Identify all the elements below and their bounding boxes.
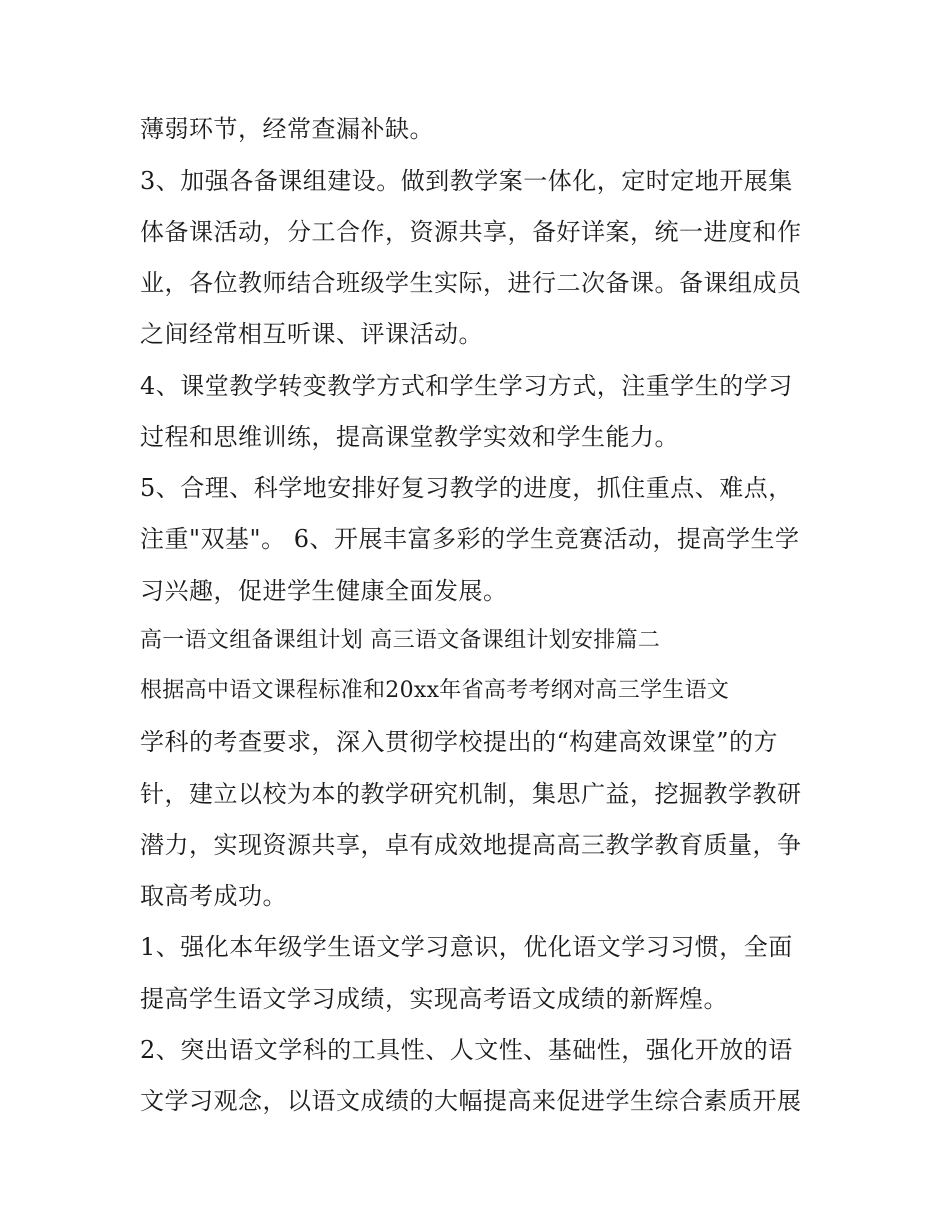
section-heading: 高一语文组备课组计划 高三语文备课组计划安排篇二 [140,628,661,653]
text-line: 文学习观念，以语文成绩的大幅提高来促进学生综合素质开展 [140,1087,802,1115]
text-line: 过程和思维训练，提高课堂教学实效和学生能力。 [140,423,679,451]
text-line: 3、加强各备课组建设。做到教学案一体化，定时定地开展集 [140,167,793,195]
text-line: 注重"双基"。 6、开展丰富多彩的学生竞赛活动，提高学生学 [140,525,800,553]
text-line: 体备课活动，分工合作，资源共享，备好详案，统一进度和作 [140,218,802,246]
text-line: 学科的考查要求，深入贯彻学校提出的“构建高效课堂”的方 [140,728,779,756]
text-line: 薄弱环节，经常查漏补缺。 [140,115,434,143]
text-line: 4、课堂教学转变教学方式和学生学习方式，注重学生的学习 [140,372,793,400]
text-line: 根据高中语文课程标准和20xx年省高考考纲对高三学生语文 [140,678,730,703]
text-line: 5、合理、科学地安排好复习教学的进度，抓住重点、难点， [140,474,793,502]
text-line: 2、突出语文学科的工具性、人文性、基础性，强化开放的语 [140,1036,793,1064]
text-line: 1、强化本年级学生语文学习意识，优化语文学习习惯，全面 [140,933,793,961]
text-line: 业，各位教师结合班级学生实际，进行二次备课。备课组成员 [140,269,802,297]
text-line: 取高考成功。 [140,882,287,910]
text-line: 习兴趣，促进学生健康全面发展。 [140,577,508,605]
text-line: 针，建立以校为本的教学研究机制，集思广益，挖掘教学教研 [140,780,802,808]
text-line: 潜力，实现资源共享，卓有成效地提高高三教学教育质量，争 [140,831,802,859]
text-line: 提高学生语文学习成绩，实现高考语文成绩的新辉煌。 [140,985,728,1013]
text-line: 之间经常相互听课、评课活动。 [140,320,483,348]
